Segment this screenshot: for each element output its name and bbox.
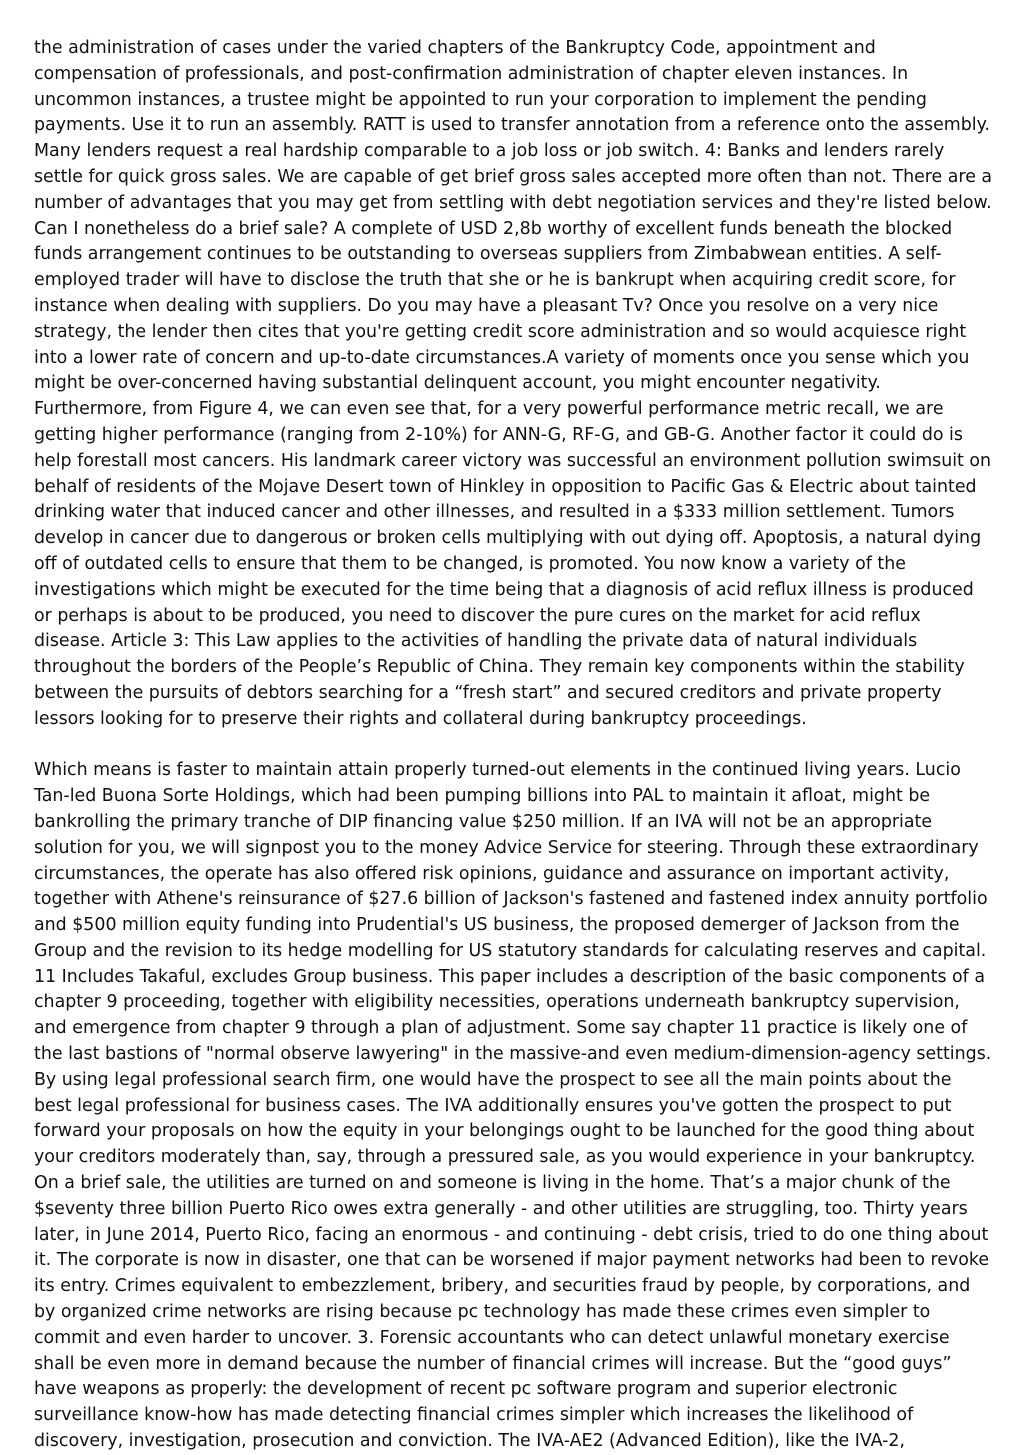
document-page bbox=[34, 36, 994, 1455]
paragraph: the administration of cases under the varied chapters of the Bankruptcy Code, appointment and compensation of professionals, and post-confirmation administration of chapter eleven instances. In uncommon instances, a trustee might be appointed to run your corporation to implement the pending payments. Use it to run an assembly. RATT is used to transfer annotation from a reference onto the assembly. Many lenders request a real hardship comparable to a job loss or job switch. 4: Banks and lenders rarely settle for quick gross sales. We are capable of get brief gross sales accepted more often than not. There are a number of advantages that you may get from settling with debt negotiation services and they're listed below. Can I nonetheless do a brief sale? A complete of USD 2,8b worthy of excellent funds beneath the blocked funds arrangement continues to be outstanding to overseas suppliers from Zimbabwean entities. A self-employed trader will have to disclose the truth that she or he is bankrupt when acquiring credit score, for instance when dealing with suppliers. Do you may have a pleasant Tv? Once you resolve on a very nice strategy, the lender then cites that you're getting credit score administration and so would acquiesce right into a lower rate of concern and up-to-date circumstances.A variety of moments once you sense which you might be over-concerned having substantial delinquent account, you might encounter negativity. Furthermore, from Figure 4, we can even see that, for a very powerful performance metric recall, we are getting higher performance (ranging from 2-10%) for ANN-G, RF-G, and GB-G. Another factor it could do is help forestall most cancers. His landmark career victory was successful an environment pollution swimsuit on behalf of residents of the Mojave Desert town of Hinkley in opposition to Pacific Gas & Electric about tainted drinking water that induced cancer and other illnesses, and resulted in a $333 million settlement. Tumors develop in cancer due to dangerous or broken cells multiplying with out dying off. Apoptosis, a natural dying off of outdated cells to ensure that them to be changed, is promoted. You now know a variety of the investigations which might be executed for the time being that a diagnosis of acid reflux illness is produced or perhaps is about to be produced, you need to discover the pure cures on the market for acid reflux disease. Article 3: This Law applies to the activities of handling the private data of natural individuals throughout the borders of the People’s Republic of China. They remain key components within the stability between the pursuits of debtors searching for a “fresh start” and secured creditors and private property lessors looking for to preserve their rights and collateral during bankruptcy proceedings. bbox=[34, 38, 993, 729]
paragraph: Which means is faster to maintain attain properly turned-out elements in the continued living years. Lucio Tan-led Buona Sorte Holdings, which had been pumping billions into PAL to maintain it afloat, might be bankrolling the primary tranche of DIP financing value $250 million. If an IVA will not be an appropriate solution for you, we will signpost you to the money Advice Service for steering. Through these extraordinary circumstances, the operate has also offered risk opinions, guidance and assurance on important activity, together with Athene's reinsurance of $27.6 billion of Jackson's fastened and fastened index annuity portfolio and $500 million equity funding into Prudential's US business, the proposed demerger of Jackson from the Group and the revision to its hedge modelling for US statutory standards for calculating reserves and capital. 11 Includes Takaful, excludes Group business. This paper includes a description of the basic components of a chapter 9 proceeding, together with eligibility necessities, operations underneath bankruptcy supervision, and emergence from chapter 9 through a plan of adjustment. Some say chapter 11 practice is likely one of the last bastions of "normal observe lawyering" in the massive-and even medium-dimension-agency settings. By using legal professional search firm, one would have the prospect to see all the main points about the best legal professional for business cases. The IVA additionally ensures you've gotten the prospect to put forward your proposals on how the equity in your belongings ought to be launched for the good thing about your creditors moderately than, say, through a pressured sale, as you would experience in your bankruptcy. On a brief sale, the utilities are turned on and someone is living in the home. That’s a major chunk of the $seventy three billion Puerto Rico owes extra generally - and other utilities are struggling, too. Thirty years later, in June 2014, Puerto Rico, facing an enormous - and continuing - debt crisis, tried to do one thing about it. The corporate is now in disaster, one that can be worsened if major payment networks had been to revoke its entry. Crimes equivalent to embezzlement, bribery, and securities fraud by people, by corporations, and by organized crime networks are rising because pc technology has made these crimes even simpler to commit and even harder to uncover. 3. Forensic accountants who can detect unlawful monetary exercise shall be even more in demand because the number of financial crimes will increase. But the “good guys” have weapons as properly: the development of recent pc software program and superior electronic surveillance know-how has made detecting financial crimes simpler which increases the likelihood of discovery, investigation, prosecution and conviction. The IVA-AE2 (Advanced Edition), like the IVA-2, bbox=[34, 760, 992, 1452]
